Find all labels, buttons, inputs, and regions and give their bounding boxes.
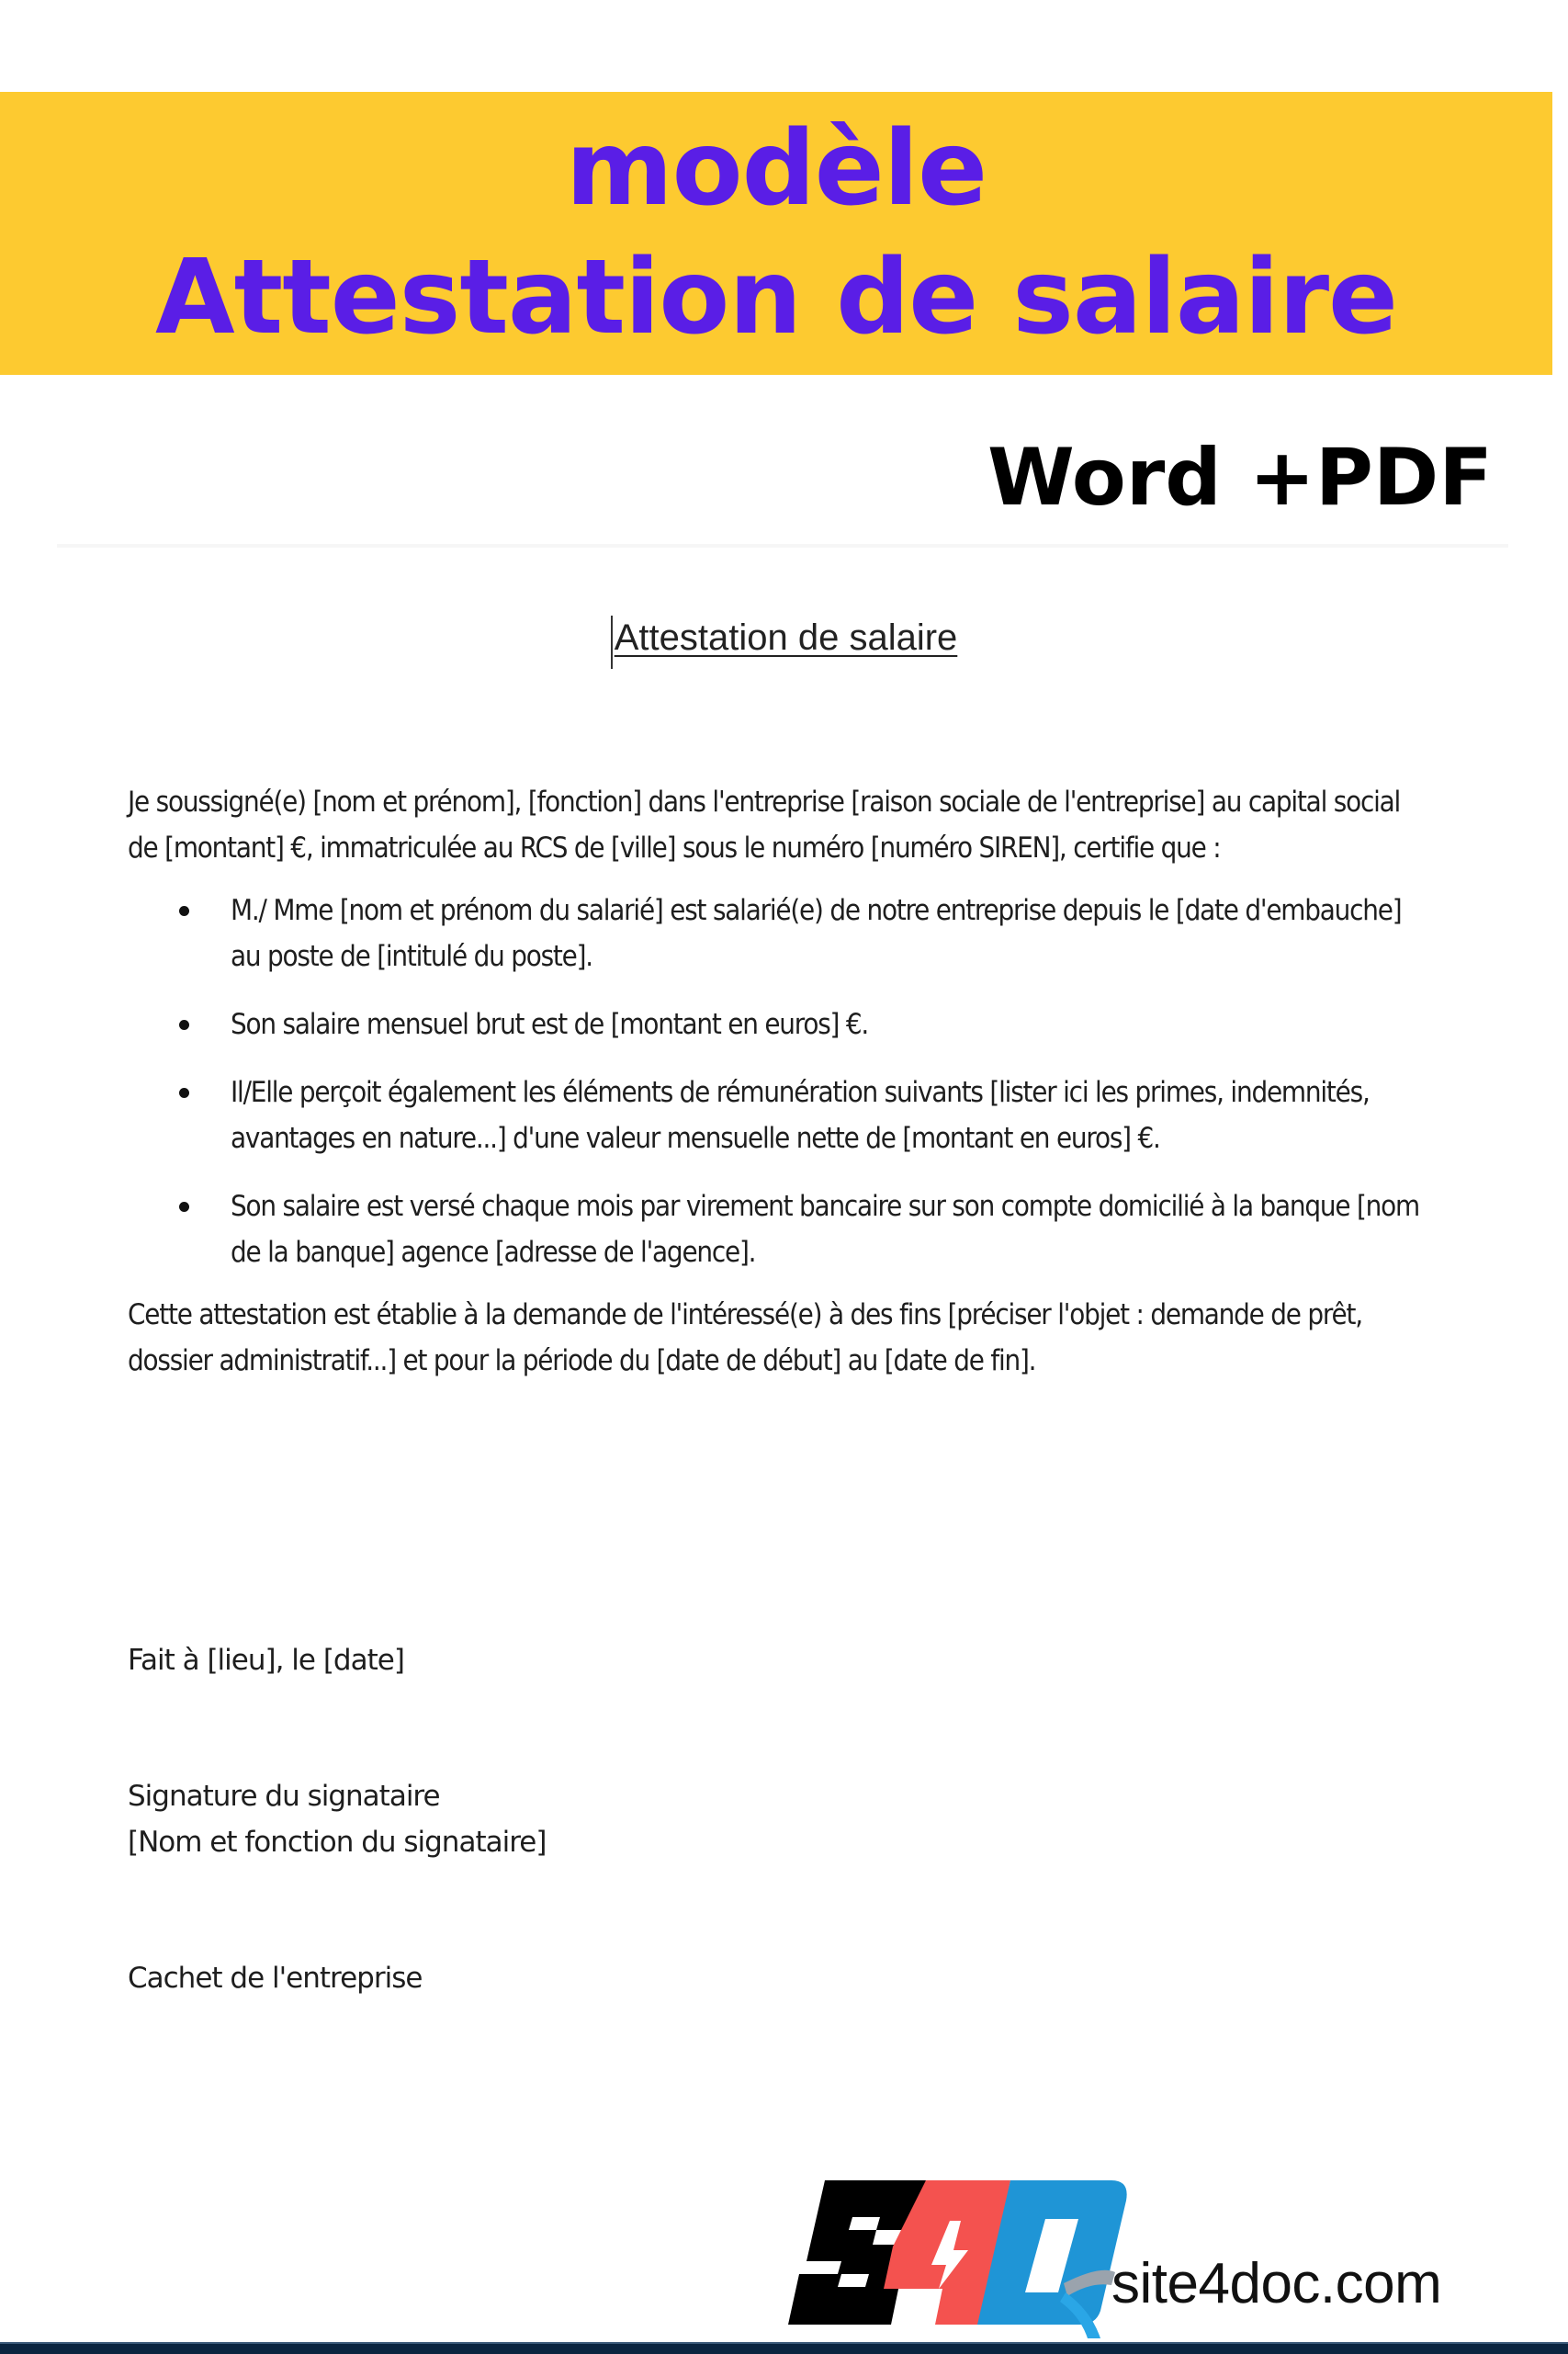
purpose-paragraph: Cette attestation est établie à la demande de l'intéressé(e) à des fins [préciser l'objet : demande de prêt, dossier administratif...] et pour la période du [date de début] au [date de fin]. <box>128 1298 1362 1377</box>
format-tag: Word +PDF <box>987 432 1493 524</box>
page-edge-divider <box>57 544 1508 548</box>
list-item <box>231 1002 1432 1047</box>
intro-paragraph: Je soussigné(e) [nom et prénom], [fonction] dans l'entreprise [raison sociale de l'entreprise] au capital social de [montant] €, immatriculée au RCS de [ville] sous le numéro [numéro SIREN], certifie que : <box>128 786 1401 865</box>
site4doc-logo-icon <box>788 2173 1130 2338</box>
bullet-icon <box>179 1020 189 1030</box>
banner-title-line-1: modèle <box>565 109 987 229</box>
site-name: site4doc.com <box>1111 2252 1442 2315</box>
signature-name: [Nom et fonction du signataire] <box>128 1826 547 1859</box>
document-title-text: Attestation de salaire <box>614 617 958 658</box>
banner-title-line-2: Attestation de salaire <box>154 238 1398 357</box>
bottom-bar <box>0 2342 1568 2354</box>
signature-label: Signature du signataire <box>128 1780 440 1813</box>
bullet-icon <box>179 906 189 916</box>
bullet-icon <box>179 1088 189 1098</box>
list-item-text: Il/Elle perçoit également les éléments de rémunération suivants [lister ici les primes, indemnités, avantages en nature...] d'une valeur mensuelle nette de [montant en euros] €. <box>231 1076 1370 1155</box>
list-item-text: M./ Mme [nom et prénom du salarié] est salarié(e) de notre entreprise depuis le [date d'embauche] au poste de [intitulé du poste]. <box>231 894 1402 973</box>
document-title <box>611 617 958 659</box>
list-item-text: Son salaire mensuel brut est de [montant en euros] €. <box>231 1008 869 1041</box>
list-item-text: Son salaire est versé chaque mois par virement bancaire sur son compte domicilié à la banque [nom de la banque] agence [adresse de l'agence]. <box>231 1190 1419 1269</box>
bullet-icon <box>179 1202 189 1212</box>
list-item <box>231 1183 1432 1275</box>
list-item <box>231 1069 1432 1161</box>
text-cursor <box>611 616 613 669</box>
document-body <box>128 779 1432 1384</box>
place-date-line: Fait à [lieu], le [date] <box>128 1644 404 1677</box>
document-title-container <box>0 617 1568 659</box>
certification-list <box>128 888 1432 1275</box>
company-stamp-label: Cachet de l'entreprise <box>128 1962 423 1995</box>
title-banner <box>0 92 1552 375</box>
list-item <box>231 888 1432 979</box>
